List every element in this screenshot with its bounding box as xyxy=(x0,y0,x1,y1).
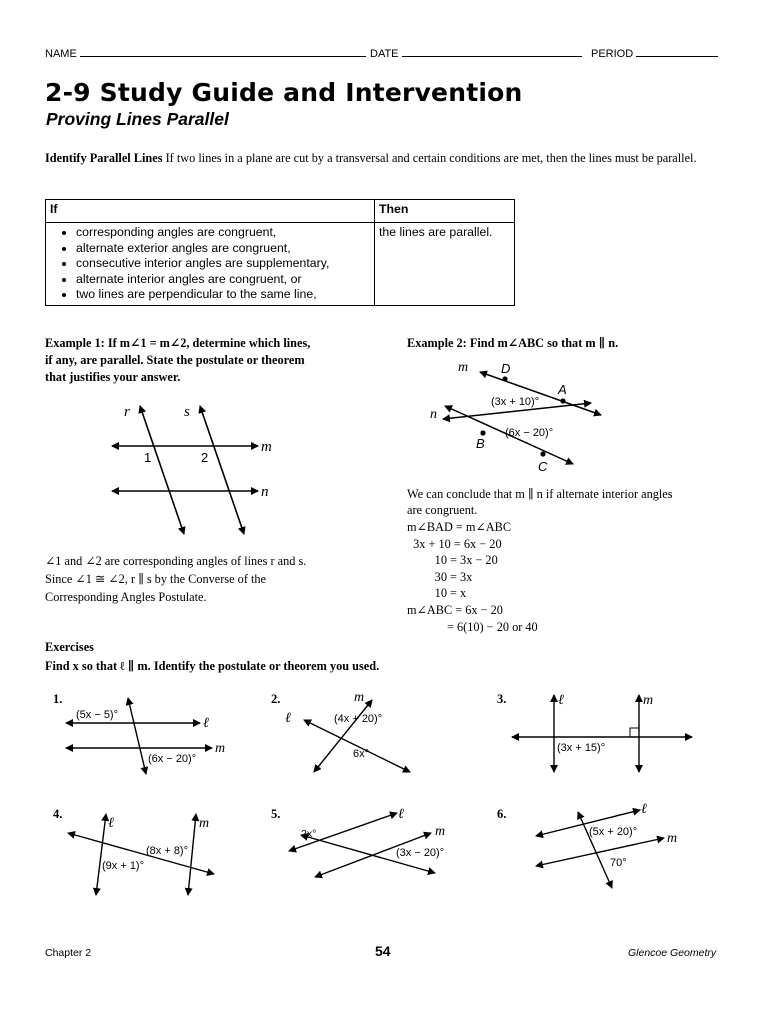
angle-a-label: (3x + 15)° xyxy=(557,742,606,754)
label-m: m xyxy=(643,693,654,708)
math-step: = 6(10) − 20 or 40 xyxy=(407,619,538,634)
explanation-line: Corresponding Angles Postulate. xyxy=(45,590,207,604)
label-l: ℓ xyxy=(558,693,564,708)
line-m xyxy=(314,700,372,772)
line-r xyxy=(140,406,184,534)
example1-heading-line: Example 1: If m∠1 = m∠2, determine which lines, xyxy=(45,336,311,350)
name-field xyxy=(45,47,366,60)
math-step: 30 = 3x xyxy=(407,569,473,584)
conclusion-line: We can conclude that m ∥ n if alternate interior angles xyxy=(407,487,673,501)
exercise-4-diagram xyxy=(62,810,237,900)
if-then-table xyxy=(45,199,515,306)
footer-book-title: Glencoe Geometry xyxy=(628,947,717,959)
point-b xyxy=(480,430,485,435)
conclusion-line: are congruent. xyxy=(407,503,478,517)
angle-b-label: (6x − 20)° xyxy=(148,753,197,765)
label-a: A xyxy=(558,382,567,397)
explanation-line: ∠1 and ∠2 are corresponding angles of lines r and s. xyxy=(45,554,307,568)
angle-b-label: (9x + 1)° xyxy=(102,860,144,872)
col-if-header: If xyxy=(46,200,375,223)
example1-heading xyxy=(45,335,375,386)
angle-a-label: (5x − 5)° xyxy=(76,709,118,721)
date-label: DATE xyxy=(370,48,399,60)
label-m: m xyxy=(261,439,272,455)
footer-chapter: Chapter 2 xyxy=(45,947,92,959)
math-step: m∠BAD = m∠ABC xyxy=(407,520,512,534)
label-l: ℓ xyxy=(398,807,404,822)
exercise-3-diagram xyxy=(508,690,698,775)
example1-heading-line: that justifies your answer. xyxy=(45,370,181,384)
line-l xyxy=(96,814,106,895)
point-a xyxy=(560,398,565,403)
name-label: NAME xyxy=(45,48,77,60)
page-subtitle: Proving Lines Parallel xyxy=(46,109,229,129)
example1-explanation xyxy=(45,552,375,606)
right-angle-mark xyxy=(630,728,639,737)
label-m: m xyxy=(458,360,469,375)
angle-a-label: (8x + 8)° xyxy=(146,845,188,857)
footer-page-number: 54 xyxy=(375,943,391,959)
math-step: m∠ABC = 6x − 20 xyxy=(407,602,503,617)
transversal-line xyxy=(128,698,146,774)
label-r: r xyxy=(124,404,130,420)
conditions-list xyxy=(50,225,370,303)
exercise-6-diagram xyxy=(528,800,703,895)
label-l: ℓ xyxy=(203,716,209,731)
point-c xyxy=(540,451,545,456)
name-blank[interactable] xyxy=(80,47,366,57)
label-m: m xyxy=(215,741,226,756)
period-field xyxy=(591,47,718,60)
condition-item: • alternate interior angles are congruent, or xyxy=(76,272,370,288)
line-m xyxy=(188,814,196,895)
exercise-2-number: 2. xyxy=(271,692,281,706)
label-n: n xyxy=(430,407,437,422)
math-step: 3x + 10 = 6x − 20 xyxy=(407,536,502,551)
label-d: D xyxy=(501,361,511,376)
exercise-2-diagram xyxy=(280,688,450,778)
example1-diagram xyxy=(100,400,290,550)
angle-top-label: (3x + 10)° xyxy=(491,396,540,408)
exercise-6-number: 6. xyxy=(497,807,507,821)
date-blank[interactable] xyxy=(402,47,582,57)
angle-bottom-label: (6x − 20)° xyxy=(505,427,554,439)
period-blank[interactable] xyxy=(636,47,718,57)
exercise-1-number: 1. xyxy=(53,692,63,706)
condition-item: • corresponding angles are congruent, xyxy=(76,225,370,241)
math-step: 10 = x xyxy=(407,586,467,601)
angle-1-label: 1 xyxy=(144,450,152,465)
exercise-5-number: 5. xyxy=(271,807,281,821)
label-m: m xyxy=(435,824,446,839)
angle-a-label: (4x + 20)° xyxy=(334,713,383,725)
exercise-3-number: 3. xyxy=(497,692,507,706)
label-m: m xyxy=(354,690,365,705)
label-l: ℓ xyxy=(108,816,114,831)
label-m: m xyxy=(667,831,678,846)
example2-steps xyxy=(407,519,538,635)
col-then-header: Then xyxy=(375,200,515,223)
exercises-heading: Exercises xyxy=(45,640,94,654)
line-s xyxy=(200,406,244,534)
angle-2-label: 2 xyxy=(201,450,209,465)
date-field xyxy=(370,47,582,60)
label-l: ℓ xyxy=(285,711,291,726)
label-l: ℓ xyxy=(641,802,647,817)
result-cell: the lines are parallel. xyxy=(375,223,515,306)
intro-text: If two lines in a plane are cut by a transversal and certain conditions are met, then the lines must be parallel. xyxy=(162,151,697,165)
exercise-1-diagram xyxy=(60,694,235,779)
label-s: s xyxy=(184,404,190,420)
example2-diagram xyxy=(425,355,625,480)
example2-conclusion xyxy=(407,486,727,518)
angle-a-label: 2x° xyxy=(301,828,317,840)
explanation-line: Since ∠1 ≅ ∠2, r ∥ s by the Converse of the xyxy=(45,572,267,586)
conditions-cell xyxy=(46,223,375,306)
label-n: n xyxy=(261,484,269,500)
intro-paragraph xyxy=(45,150,725,166)
angle-b-label: (3x − 20)° xyxy=(396,847,445,859)
math-step: 10 = 3x − 20 xyxy=(407,553,498,568)
exercise-4-number: 4. xyxy=(53,807,63,821)
page-title: 2-9 Study Guide and Intervention xyxy=(45,78,523,107)
angle-b-label: 6x° xyxy=(353,748,370,760)
angle-b-label: 70° xyxy=(610,857,627,869)
label-m: m xyxy=(199,816,210,831)
exercise-5-diagram xyxy=(285,805,455,890)
condition-item: • alternate exterior angles are congruent, xyxy=(76,241,370,257)
exercises-instruction: Find x so that ℓ ∥ m. Identify the postulate or theorem you used. xyxy=(45,659,380,673)
example2-heading: Example 2: Find m∠ABC so that m ∥ n. xyxy=(407,336,619,350)
period-label: PERIOD xyxy=(591,48,634,60)
condition-item: • two lines are perpendicular to the same line, xyxy=(76,287,370,303)
label-c: C xyxy=(538,459,548,474)
intro-heading: Identify Parallel Lines xyxy=(45,151,163,165)
condition-item: • consecutive interior angles are supplementary, xyxy=(76,256,370,272)
angle-a-label: (5x + 20)° xyxy=(589,826,638,838)
example1-heading-line: if any, are parallel. State the postulate or theorem xyxy=(45,353,305,367)
point-d xyxy=(502,376,507,381)
label-b: B xyxy=(476,436,485,451)
